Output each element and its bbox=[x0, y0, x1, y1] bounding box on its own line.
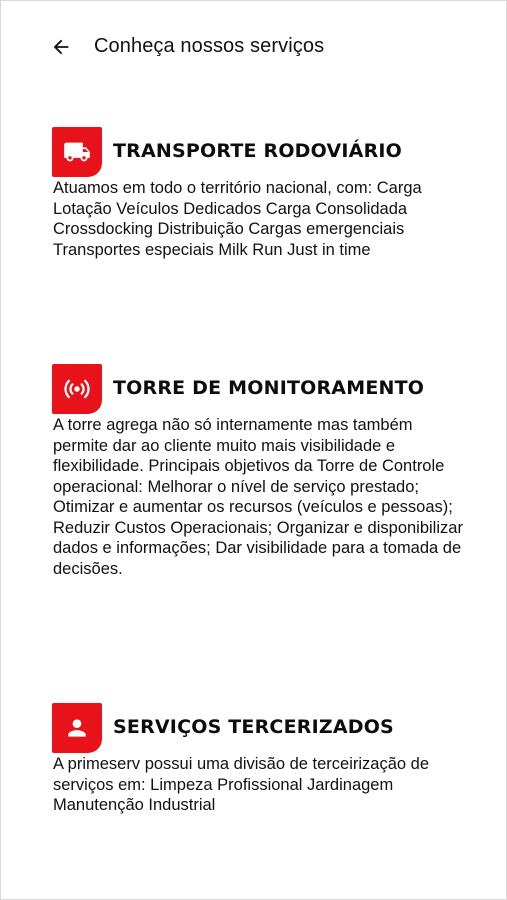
app-header bbox=[0, 0, 507, 96]
back-button[interactable] bbox=[46, 33, 76, 61]
service-description: A primeserv possui uma divisão de terceirização de serviços em: Limpeza Profissional Jardinagem Manutenção Industrial bbox=[53, 755, 430, 814]
page-title: Conheça nossos serviços bbox=[94, 35, 325, 57]
service-description: A torre agrega não só internamente mas também permite dar ao cliente muito mais visibilidade e flexibilidade. Principais objetivos da Torre de Controle operacional: Melhorar o nível de serviço prestado; Otimizar e aumentar os recursos (veículos e pessoas); Reduzir Custos Operacionais; Organizar e disponibilizar dados e informações; Dar visibilidade para a tomada de decisões. bbox=[53, 416, 463, 578]
broadcast-icon-badge bbox=[52, 364, 102, 414]
service-title: TORRE DE MONITORAMENTO bbox=[113, 377, 425, 399]
person-icon-badge bbox=[52, 703, 102, 753]
truck-icon bbox=[63, 138, 91, 166]
service-title: SERVIÇOS TERCERIZADOS bbox=[113, 716, 394, 738]
person-icon bbox=[64, 715, 90, 741]
arrow-left-icon bbox=[50, 36, 72, 58]
service-title: TRANSPORTE RODOVIÁRIO bbox=[113, 140, 403, 162]
service-description: Atuamos em todo o território nacional, com: Carga Lotação Veículos Dedicados Carga Consolidada Crossdocking Distribuição Cargas emergenciais Transportes especiais Milk Run Just in time bbox=[53, 179, 422, 259]
broadcast-icon bbox=[62, 374, 92, 404]
truck-icon-badge bbox=[52, 127, 102, 177]
